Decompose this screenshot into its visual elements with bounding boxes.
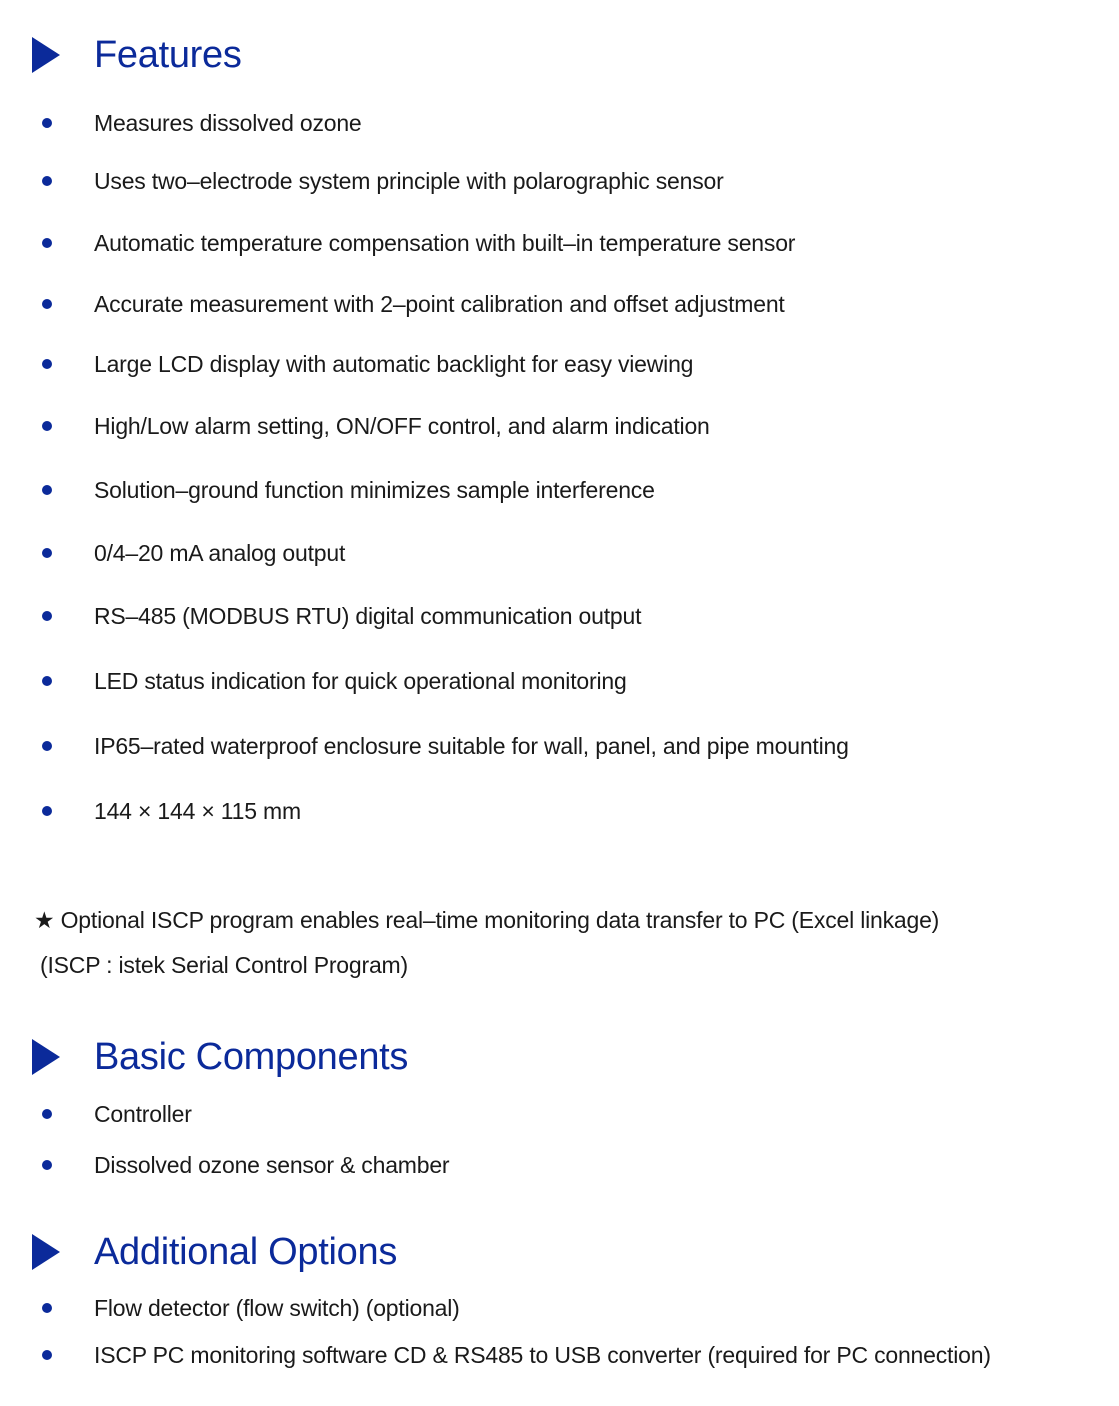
additional-options-title: Additional Options bbox=[94, 1230, 398, 1273]
bullet-icon bbox=[42, 611, 52, 621]
list-item bbox=[42, 1150, 449, 1180]
iscp-note-definition: (ISCP : istek Serial Control Program) bbox=[40, 952, 408, 978]
list-item-text: Controller bbox=[94, 1100, 192, 1127]
iscp-note: ★ Optional ISCP program enables real–time monitoring data transfer to PC (Excel linkage) bbox=[34, 907, 940, 933]
bullet-icon bbox=[42, 421, 52, 431]
list-item-text: 144 × 144 × 115 mm bbox=[94, 797, 301, 824]
list-item-text: Automatic temperature compensation with built–in temperature sensor bbox=[94, 229, 796, 256]
bullet-icon bbox=[42, 359, 52, 369]
list-item bbox=[42, 1293, 460, 1323]
list-item-text: Solution–ground function minimizes sample interference bbox=[94, 476, 655, 503]
list-item bbox=[42, 475, 655, 505]
list-item bbox=[42, 1099, 192, 1129]
additional-options-heading bbox=[32, 1230, 397, 1274]
list-item-text: Dissolved ozone sensor & chamber bbox=[94, 1151, 450, 1178]
list-item-text: Accurate measurement with 2–point calibration and offset adjustment bbox=[94, 290, 785, 317]
list-item-text: Measures dissolved ozone bbox=[94, 109, 362, 136]
list-item bbox=[42, 601, 641, 631]
bullet-icon bbox=[42, 1303, 52, 1313]
list-item bbox=[42, 731, 849, 761]
list-item bbox=[42, 538, 345, 568]
list-item-text: IP65–rated waterproof enclosure suitable for wall, panel, and pipe mounting bbox=[94, 732, 849, 759]
list-item bbox=[42, 796, 301, 826]
bullet-icon bbox=[42, 676, 52, 686]
bullet-icon bbox=[42, 1350, 52, 1360]
bullet-icon bbox=[42, 1160, 52, 1170]
list-item bbox=[42, 289, 785, 319]
list-item-text: Uses two–electrode system principle with polarographic sensor bbox=[94, 167, 724, 194]
list-item-text: RS–485 (MODBUS RTU) digital communication output bbox=[94, 602, 642, 629]
basic-components-title: Basic Components bbox=[94, 1035, 409, 1078]
list-item-text: 0/4–20 mA analog output bbox=[94, 539, 346, 566]
list-item bbox=[42, 108, 362, 138]
bullet-icon bbox=[42, 238, 52, 248]
list-item bbox=[42, 166, 724, 196]
bullet-icon bbox=[42, 1109, 52, 1119]
list-item bbox=[42, 666, 627, 696]
bullet-icon bbox=[42, 299, 52, 309]
play-triangle-icon bbox=[32, 1039, 60, 1075]
features-title: Features bbox=[94, 33, 242, 76]
features-heading bbox=[32, 33, 242, 77]
play-triangle-icon bbox=[32, 37, 60, 73]
list-item bbox=[42, 411, 710, 441]
list-item bbox=[42, 349, 693, 379]
list-item bbox=[42, 1340, 991, 1370]
bullet-icon bbox=[42, 548, 52, 558]
list-item-text: Flow detector (flow switch) (optional) bbox=[94, 1294, 460, 1321]
bullet-icon bbox=[42, 485, 52, 495]
basic-components-heading bbox=[32, 1035, 408, 1079]
list-item-text: Large LCD display with automatic backlight for easy viewing bbox=[94, 350, 694, 377]
bullet-icon bbox=[42, 176, 52, 186]
list-item-text: ISCP PC monitoring software CD & RS485 to USB converter (required for PC connection) bbox=[94, 1341, 991, 1368]
play-triangle-icon bbox=[32, 1234, 60, 1270]
bullet-icon bbox=[42, 118, 52, 128]
list-item-text: High/Low alarm setting, ON/OFF control, and alarm indication bbox=[94, 412, 710, 439]
list-item-text: LED status indication for quick operational monitoring bbox=[94, 667, 627, 694]
bullet-icon bbox=[42, 806, 52, 816]
list-item bbox=[42, 228, 795, 258]
bullet-icon bbox=[42, 741, 52, 751]
